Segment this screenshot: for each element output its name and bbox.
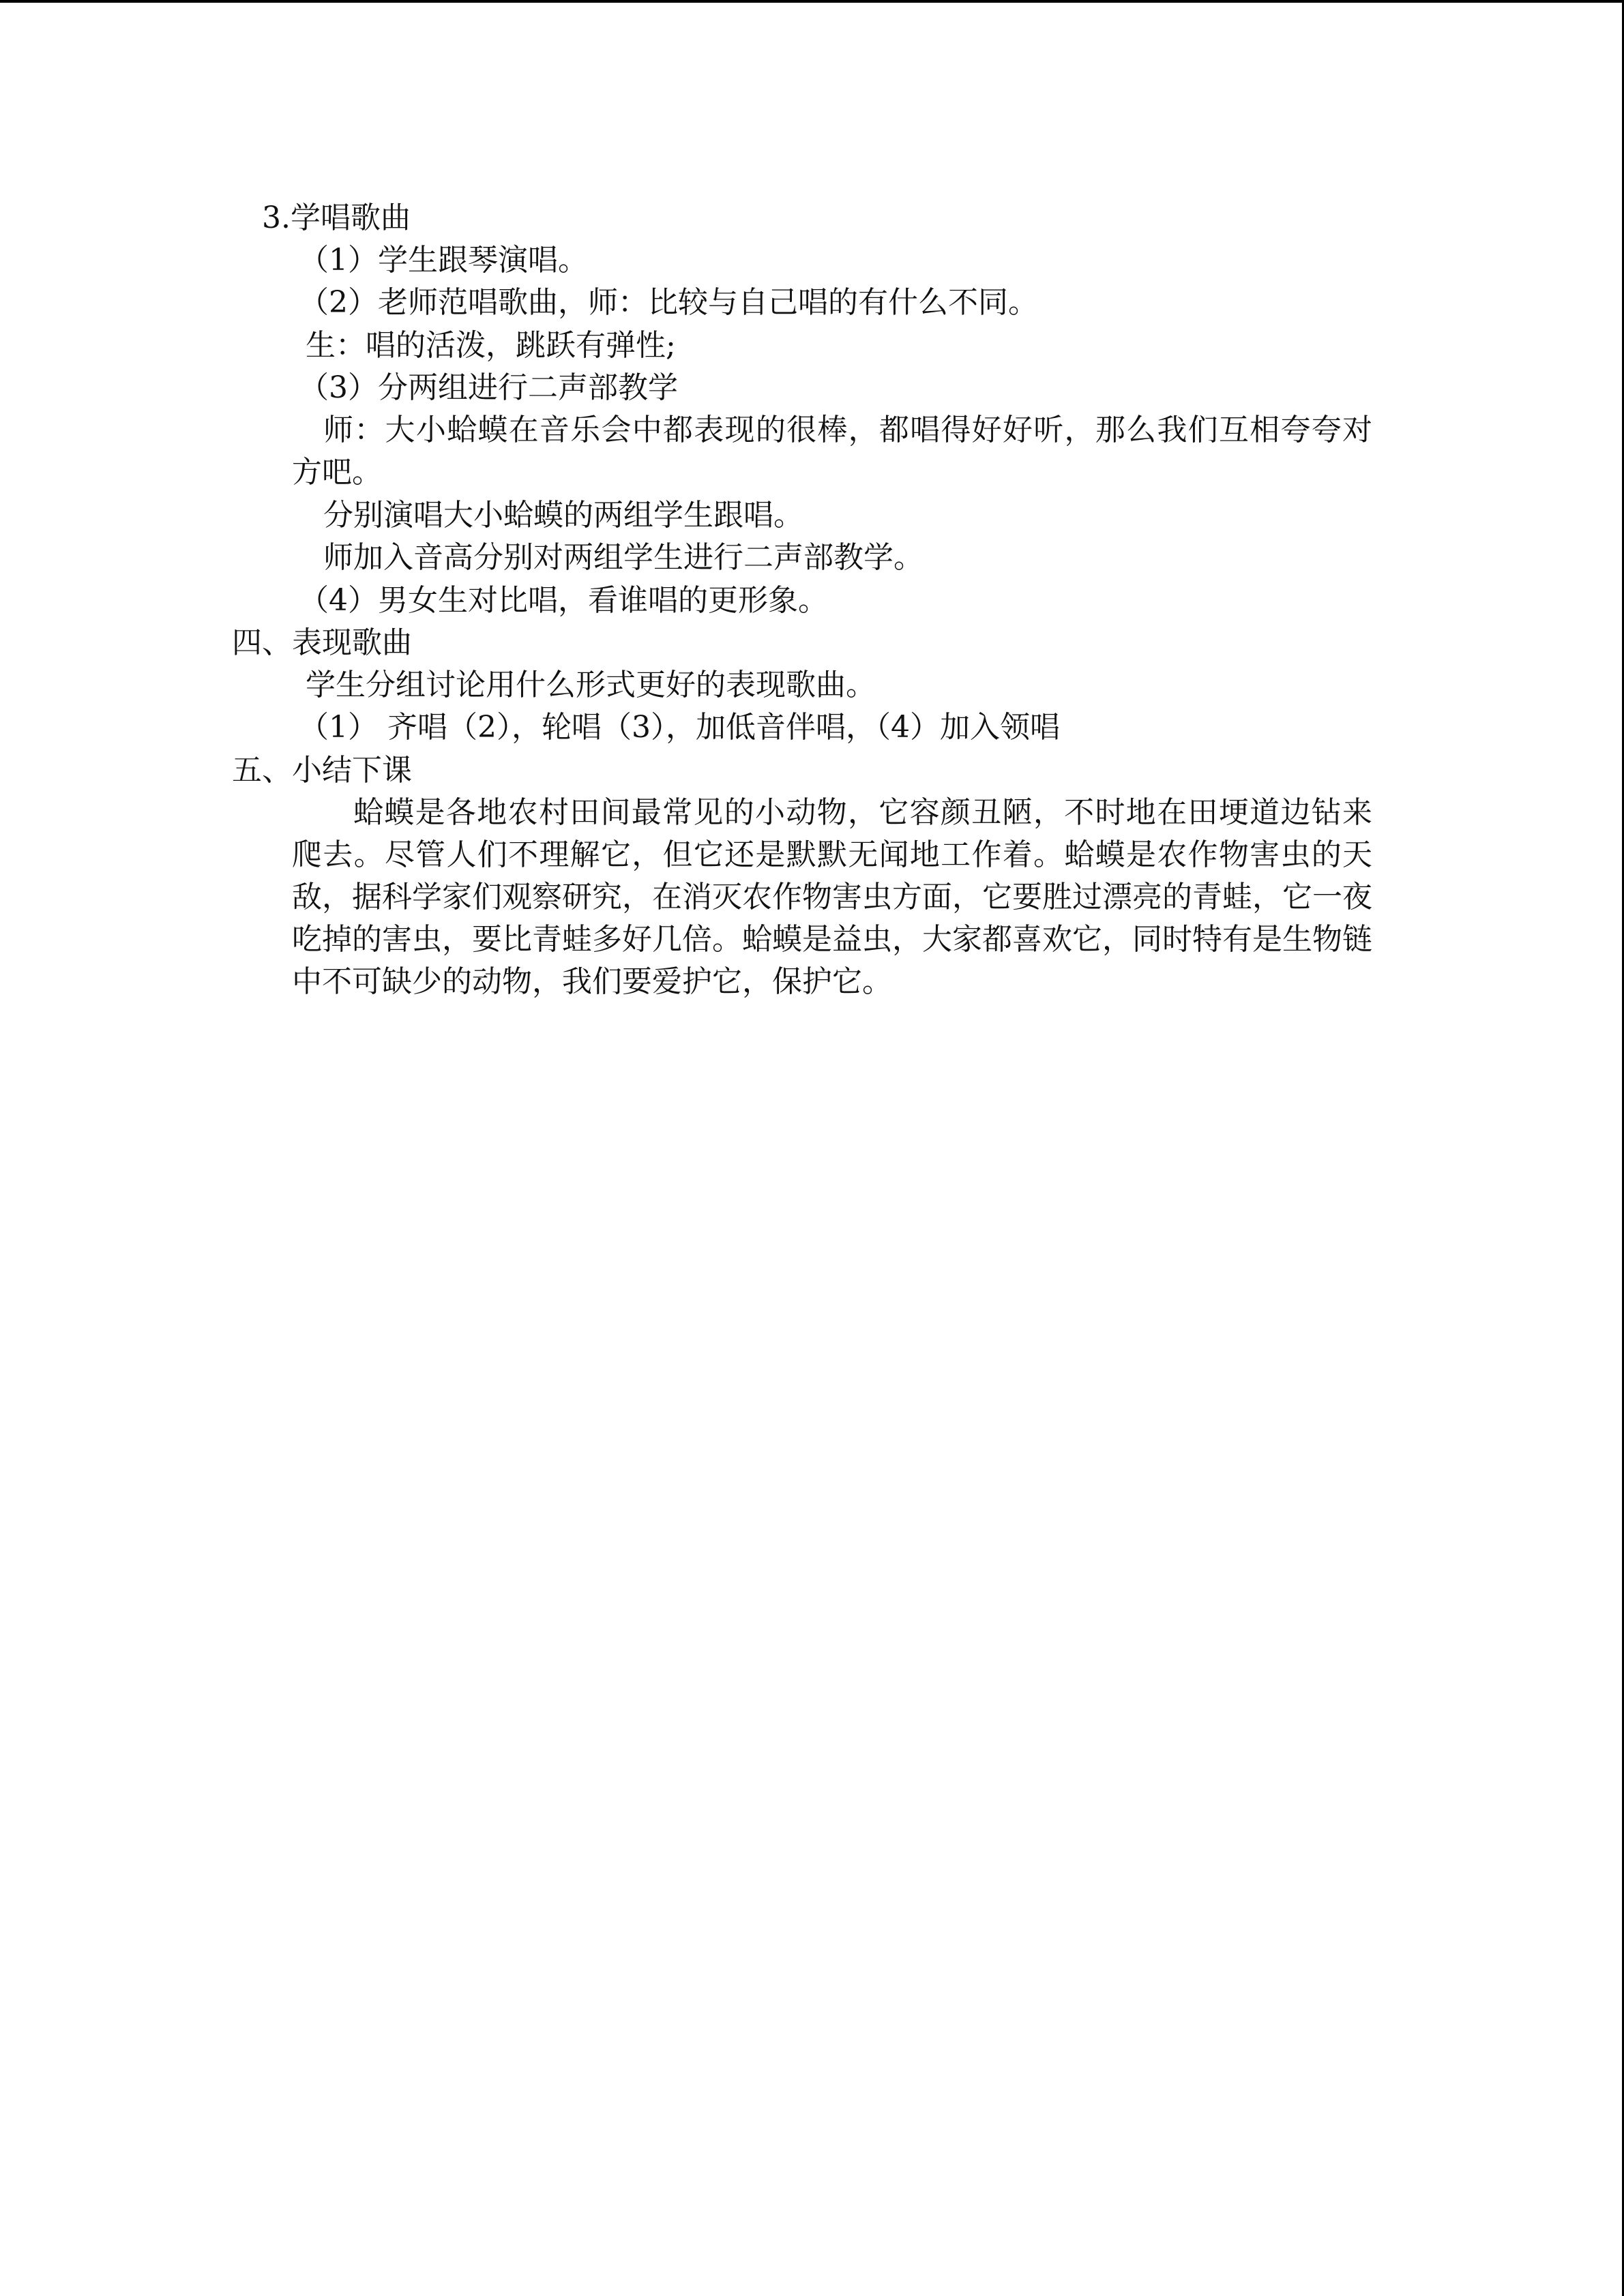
teacher-paragraph: 师：大小蛤蟆在音乐会中都表现的很棒，都唱得好好听，那么我们互相夸夸对方吧。 xyxy=(292,413,1372,490)
heading-perform-song: 四、表现歌曲 xyxy=(232,625,412,660)
student-reply: 生：唱的活泼，跳跃有弹性; xyxy=(306,328,676,363)
forms-line: （1） 齐唱（2），轮唱（3），加低音伴唱，（4）加入领唱 xyxy=(299,710,1060,745)
step-2: （2）老师范唱歌曲，师：比较与自己唱的有什么不同。 xyxy=(299,285,1038,320)
heading-summary: 五、小结下课 xyxy=(232,753,412,788)
group-sing-line: 分别演唱大小蛤蟆的两组学生跟唱。 xyxy=(323,498,803,533)
step-1: （1）学生跟琴演唱。 xyxy=(299,243,588,278)
two-part-line: 师加入音高分别对两组学生进行二声部教学。 xyxy=(323,540,924,575)
step-3: （3）分两组进行二声部教学 xyxy=(299,370,678,405)
discussion-line: 学生分组讨论用什么形式更好的表现歌曲。 xyxy=(306,668,876,702)
heading-learn-song: 3.学唱歌曲 xyxy=(262,200,411,235)
step-4: （4）男女生对比唱，看谁唱的更形象。 xyxy=(299,583,828,618)
summary-paragraph: 蛤蟆是各地农村田间最常见的小动物，它容颜丑陋，不时地在田埂道边钻来爬去。尽管人们不理解它，但它还是默默无闻地工作着。蛤蟆是农作物害虫的天敌，据科学家们观察研究，在消灭农作物害虫方面，它要胜过漂亮的青蛙，它一夜吃掉的害虫，要比青蛙多好几倍。蛤蟆是益虫，大家都喜欢它，同时特有是生物链中不可缺少的动物，我们要爱护它，保护它。 xyxy=(292,795,1372,999)
